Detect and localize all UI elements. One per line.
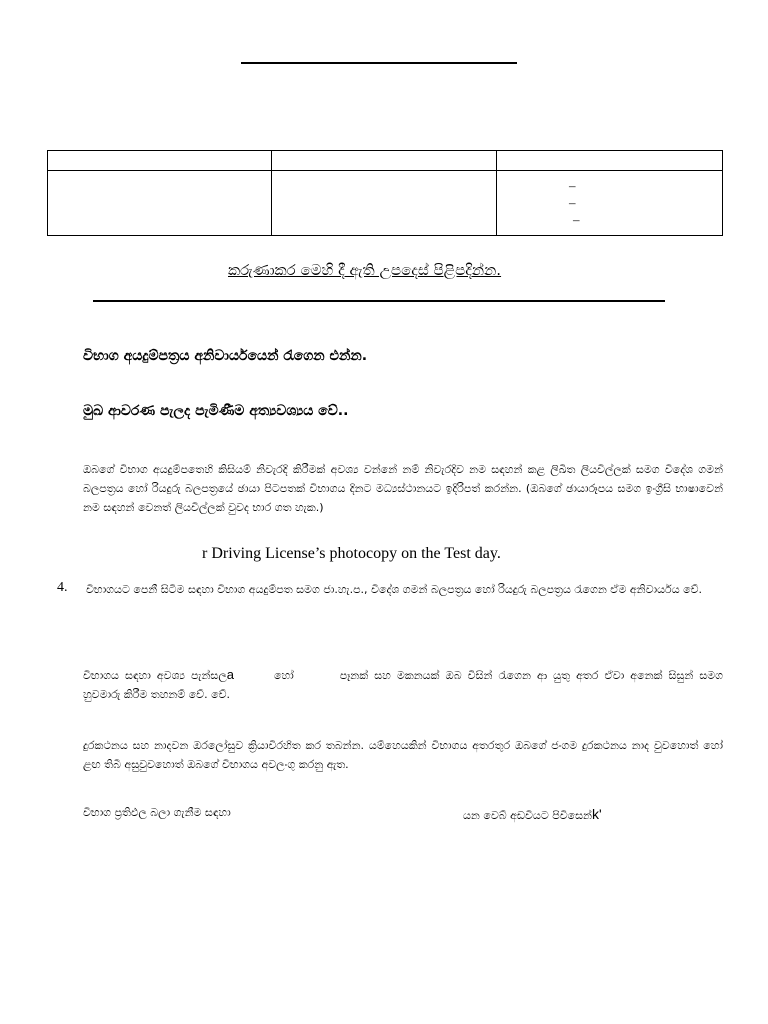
table-header-cell bbox=[497, 151, 723, 171]
item-number: 4. bbox=[57, 580, 68, 595]
table-row bbox=[48, 171, 723, 236]
results-tail: k' bbox=[591, 806, 602, 822]
dash-item: – bbox=[569, 178, 576, 193]
heading-admission-card: විභාග අයදුම්පත්‍රය අනිවාර්යයෙන් රැගෙන එන්න. bbox=[83, 348, 368, 364]
top-rule bbox=[241, 62, 517, 64]
table-cell bbox=[48, 171, 272, 236]
english-note: r Driving License’s photocopy on the Test day. bbox=[202, 545, 501, 562]
results-text-right bbox=[463, 806, 602, 823]
dash-list bbox=[497, 171, 722, 228]
title-rule bbox=[93, 300, 665, 302]
results-text-left: විභාග ප්‍රතිඵල බලා ගැනීම සඳහා bbox=[83, 806, 231, 819]
table-cell bbox=[497, 171, 723, 236]
heading-face-mask: මුඛ ආවරණ පැලද පැමිණීම අත්‍යවශ්‍යය වේ.. bbox=[83, 403, 349, 419]
paragraph-name-correction: ඔබගේ විභාග අයදුම්පතෙහි කිසියම් නිවැරදි කිරීමක් අවශ්‍ය වන්නේ නම් නිවැරදිව නම සඳහන් කළ ලිඛිත ලියවිල්ලක් සමග විදේශ ගමන් බලපත්‍රය හෝ රියදුරු බලපත්‍රයේ ඡායා පිටපතක් විභාගය දිනට මධ්‍යස්ථානයට ඉදිරිපත් කරන්න. (ඔබගේ ඡායාරූපය සමග ඉංග්‍රීසි භාෂාවෙන් නම සඳහන් වෙනත් ලියවිල්ලක් වුවද භාර ගත හැක.) bbox=[83, 463, 723, 514]
table-header-cell bbox=[272, 151, 497, 171]
stationery-text-a: විභාගය සඳහා අවශ්‍ය පැන්සල bbox=[83, 669, 227, 682]
dash-item: – bbox=[573, 212, 580, 227]
stationery-text-c: පෑනක් සහ මකනයක් ඔබ විසින් රැගෙන ආ යුතු අතර ඒවා අනෙක් සිසුන් සමග හුවමාරු කිරීම තහනම් වේ. වේ. bbox=[83, 669, 724, 701]
table-header-cell bbox=[48, 151, 272, 171]
dash-item: – bbox=[569, 195, 576, 210]
paragraph-stationery bbox=[83, 665, 723, 704]
info-table bbox=[47, 150, 723, 236]
paragraph-identity-documents: විභාගයට පෙනී සිටීම සඳහා විභාග අයදුම්පත සමග ජා.හැ.ප., විදේශ ගමන් බලපත්‍රය හෝ රියදුරු බලපත්‍රය රැගෙන ඒම අනිවාර්යය වේ. bbox=[86, 583, 702, 596]
results-text: යන වෙබ් අඩවියට පිවිසෙන් bbox=[463, 809, 592, 822]
instructions-title: කරුණාකර මෙහි දී ඇති උපදෙස් පිළිපදින්න. bbox=[228, 261, 502, 279]
stationery-latin: a bbox=[226, 667, 234, 682]
table-header-row bbox=[48, 151, 723, 171]
table-cell bbox=[272, 171, 497, 236]
stationery-text-b: හෝ bbox=[273, 669, 294, 682]
paragraph-phone-rule: දුරකථනය සහ නාදවන ඔරලෝසුව ක්‍රියාවිරහිත කර තබන්න. යම්හෙයකින් විභාගය අතරතුර ඔබගේ ජංගම දුරකථනය නාද වුවහොත් හෝ ළඟ තිබී අසුවුවහොත් ඔබගේ විභාගය අවලංගු කරනු ඇත. bbox=[83, 739, 723, 771]
